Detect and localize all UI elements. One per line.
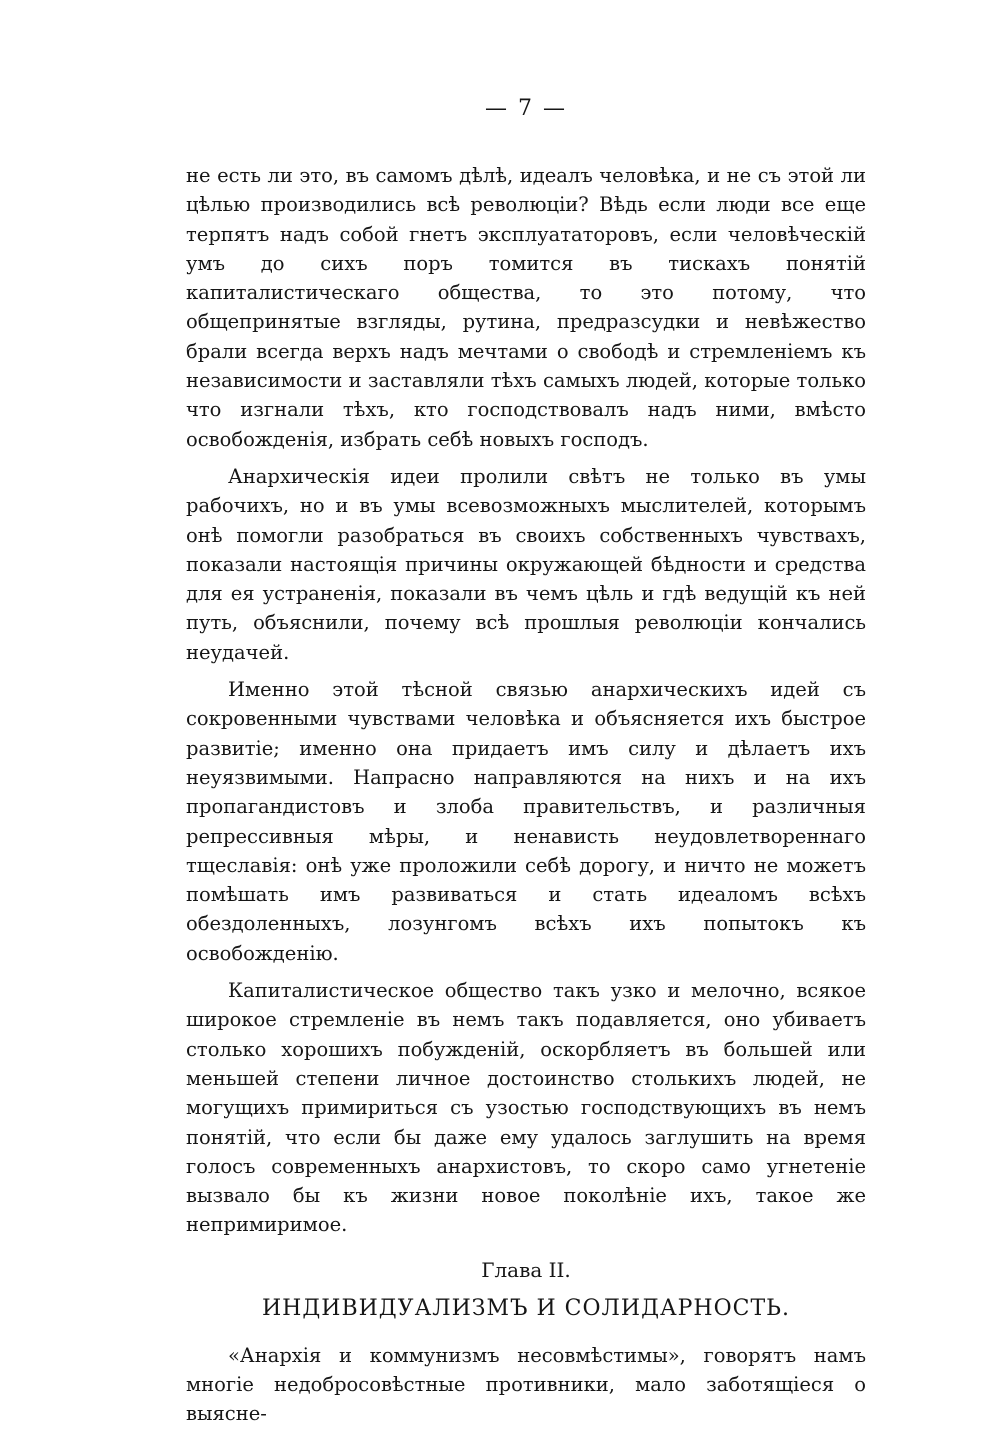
page-number: — 7 — [485, 96, 567, 121]
paragraph-capitalist-society: Капиталистическое общество такъ узко и мелочно, всякое широкое стремленіе въ немъ такъ подавляется, оно убиваетъ столько хорошихъ побужденій, оскорбляетъ въ большей или меньшей степени личное достоинство столькихъ людей, не могущихъ примириться съ узостью господствующихъ въ немъ понятій, что если бы даже ему удалось заглушить на время голосъ современныхъ анархистовъ, то скоро само угнетеніе вызвало бы къ жизни новое поколѣніе ихъ, такое же непримиримое. [186, 979, 866, 1237]
paragraph-continuation: не есть ли это, въ самомъ дѣлѣ, идеалъ человѣка, и не съ этой ли цѣлью производились всѣ революціи? Вѣдь если люди все еще терпятъ надъ собой гнетъ эксплуататоровъ, если человѣческій умъ до сихъ поръ томится въ тискахъ понятій капиталистическаго общества, то это потому, что общепринятые взгляды, рутина, предразсудки и невѣжество брали всегда верхъ надъ мечтами о свободѣ и стремленіемъ къ независимости и заставляли тѣхъ самыхъ людей, которые только что изгнали тѣхъ, кто господствовалъ надъ ними, вмѣсто освобожденія, избрать себѣ новыхъ господъ. [186, 164, 866, 451]
chapter-number: Глава II. [481, 1257, 571, 1282]
book-page [186, 96, 866, 1437]
paragraph-anarchist-ideas: Анархическія идеи пролили свѣтъ не только въ умы рабочихъ, но и въ умы всевозможныхъ мыслителей, которымъ онѣ помогли разобраться въ своихъ собственныхъ чувствахъ, показали настоящія причины окружающей бѣдности и средства для ея устраненія, показали въ чемъ цѣль и гдѣ ведущій къ ней путь, объяснили, почему всѣ прошлыя революціи кончались неудачей. [186, 464, 866, 664]
paragraph-chapter-opening: «Анархія и коммунизмъ несовмѣстимы», говорятъ намъ многіе недобросовѣстные противники, мало заботящіеся о выясне- [186, 1343, 866, 1426]
chapter-title: ИНДИВИДУАЛИЗМЪ И СОЛИДАРНОСТЬ. [262, 1295, 790, 1321]
paragraph-connection: Именно этой тѣсной связью анархическихъ идей съ сокровенными чувствами человѣка и объясняется ихъ быстрое развитіе; именно она придаетъ имъ силу и дѣлаетъ ихъ неуязвимыми. Напрасно направляются на нихъ и на ихъ пропагандистовъ и злоба правительствъ, и различныя репрессивныя мѣры, и ненависть неудовлетвореннаго тщеславія: онѣ уже проложили себѣ дорогу, и ничто не можетъ помѣшать имъ развиваться и стать идеаломъ всѣхъ обездоленныхъ, лозунгомъ всѣхъ ихъ попытокъ къ освобожденію. [186, 678, 866, 965]
